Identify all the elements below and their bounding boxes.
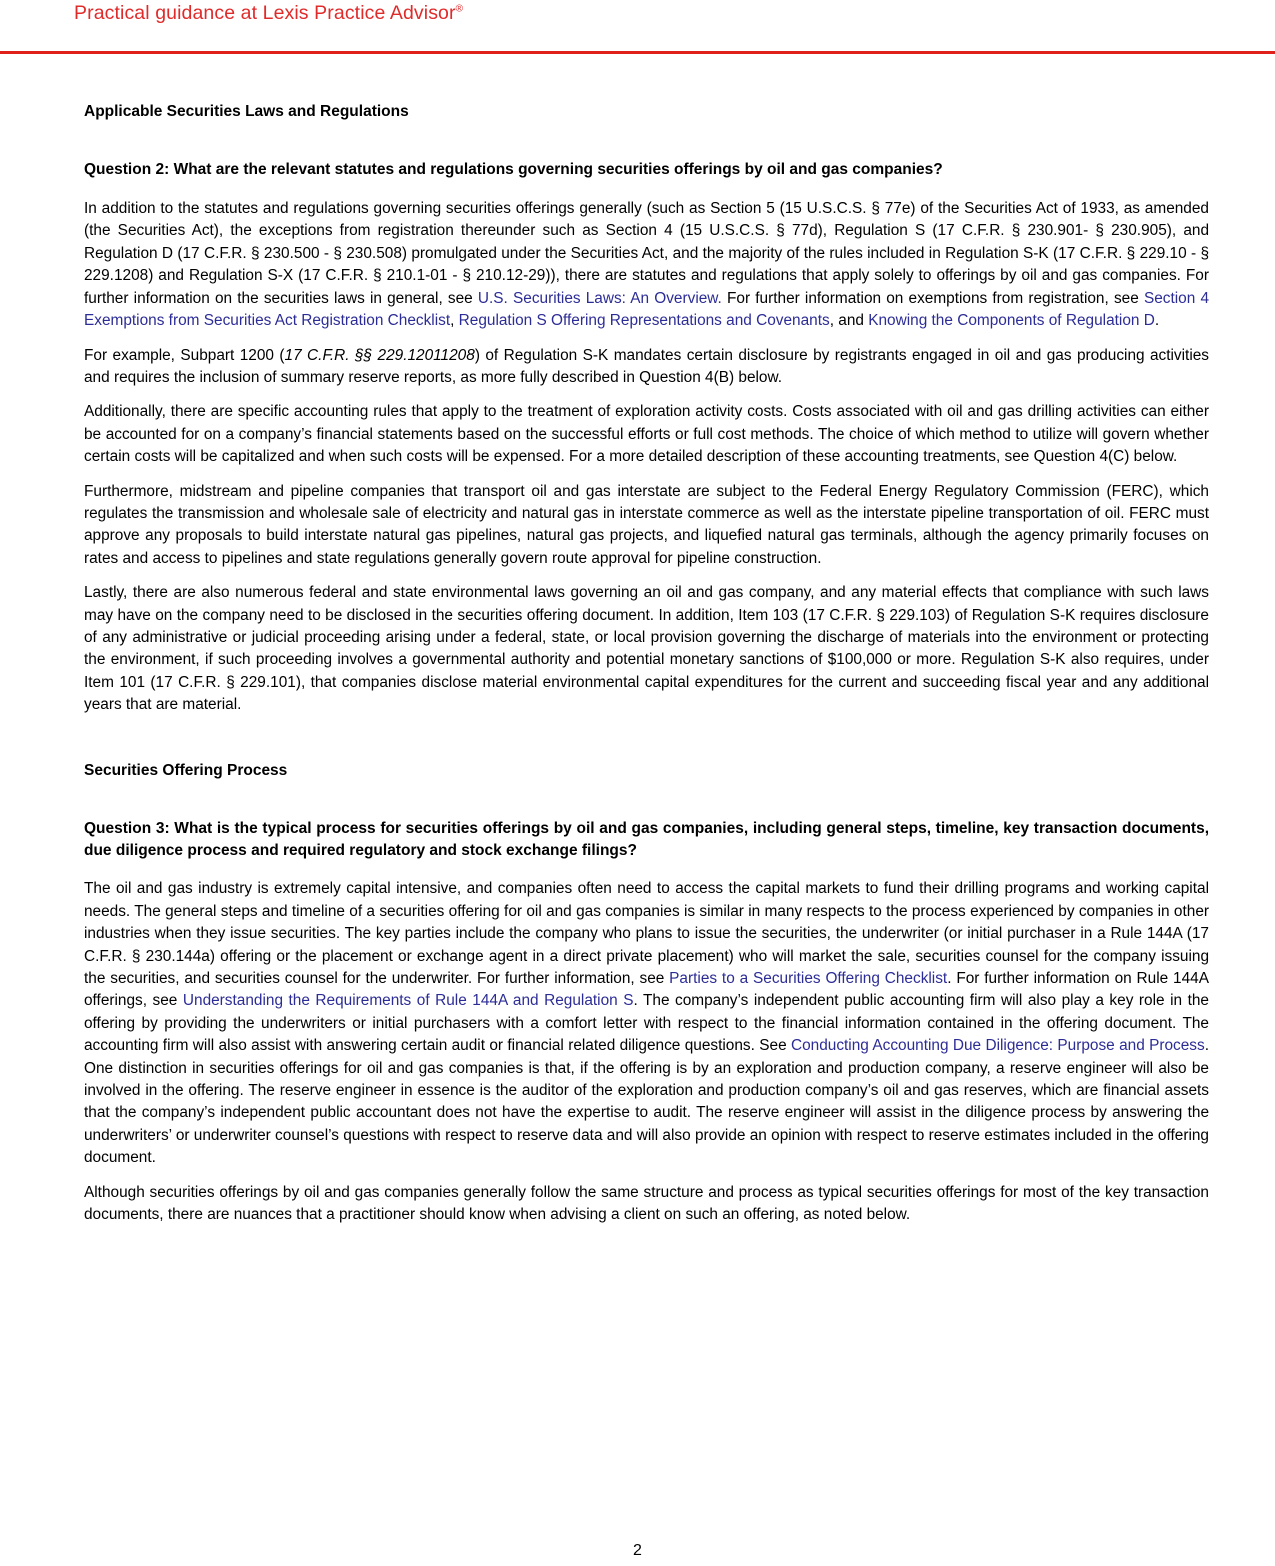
paragraph-offering-process-parties: [84, 878, 1209, 1169]
spacer: [84, 861, 1209, 878]
spacer: [84, 389, 1209, 401]
question-3-heading: Question 3: What is the typical process for securities offerings by oil and gas companies, including general steps, timeline, key transaction documents, due diligence process and required regulatory and stock exchange filings?: [84, 819, 1209, 859]
link-us-securities-laws-overview[interactable]: U.S. Securities Laws: An Overview.: [477, 289, 722, 307]
paragraph-text-segment: For further information on exemptions from registration, see: [721, 289, 1144, 307]
paragraph-text-segment: . One distinction in securities offerings for oil and gas companies is that, if the offering is by an exploration and production company, a reserve engineer will also be involved in the offering. The reserve engineer in essence is the auditor of the exploration and production company’s oil and gas reserves, which are financial assets that the company’s independent public accountant does not have the expertise to audit. The reserve engineer will assist in the diligence process by answering the underwriters’ or underwriter counsel’s questions with respect to reserve data and will also provide an opinion with respect to reserve estimates included in the offering document.: [84, 1037, 1209, 1167]
section-heading-applicable-securities-laws: Applicable Securities Laws and Regulations: [84, 103, 409, 120]
header-title: [74, 2, 463, 25]
paragraph-text-segment: ,: [450, 312, 459, 330]
paragraph-text-segment: The oil and gas industry is extremely capital intensive, and companies often need to access the capital markets to fund their drilling programs and working capital needs. The general steps and timeline of a securities offering for oil and gas companies is similar in many respects to the process experienced by companies in other industries when they issue securities. The key parties include the company who plans to issue the securities, the underwriter (or initial purchaser in a Rule 144A (17 C.F.R. § 230.144a) offering or the placement or exchange agent in a direct private placement) who will market the sale, securities counsel for the company issuing the securities, and securities counsel for the underwriter. For further information, see: [84, 880, 1209, 987]
link-regulation-s-offering-representations[interactable]: Regulation S Offering Representations and Covenants: [458, 312, 830, 330]
spacer: [84, 570, 1209, 582]
link-parties-securities-offering-checklist[interactable]: Parties to a Securities Offering Checklist: [669, 969, 948, 987]
paragraph-statutes-overview: [84, 198, 1209, 332]
paragraph-text-segment: ) of Regulation S-K mandates certain disclosure by registrants engaged in oil and gas producing activities and requires the inclusion of summary reserve reports, as more fully described in Question 4(B) below.: [84, 346, 1210, 386]
paragraph-text-segment: , and: [829, 312, 869, 330]
section-heading-securities-offering-process: Securities Offering Process: [84, 761, 288, 779]
paragraph-subpart-1200: [84, 345, 1209, 390]
header-title-text: Practical guidance at Lexis Practice Advisor: [74, 2, 456, 24]
question-2-heading: Question 2: What are the relevant statutes and regulations governing securities offerings by oil and gas companies?: [84, 161, 943, 179]
document-content: [0, 56, 1275, 1226]
spacer: [84, 1170, 1209, 1182]
spacer: [84, 333, 1209, 345]
header-divider-rule: [0, 51, 1275, 54]
spacer: [84, 121, 1209, 159]
paragraph-text-segment: . The company’s independent public accounting firm will also play a key role in the offering by providing the underwriters or initial purchasers with a comfort letter with respect to the financial information contained in the offering document. The accounting firm will also assist with answering certain audit or financial related diligence questions. See: [84, 992, 1209, 1055]
paragraph-text-segment: In addition to the statutes and regulations governing securities offerings generally (such as Section 5 (15 U.S.C.S. § 77e) of the Securities Act of 1933, as amended (the Securities Act), the exceptions from registration thereunder such as Section 4 (15 U.S.C.S. § 77d), Regulation S (17 C.F.R. § 230.901- § 230.905), and Regulation D (17 C.F.R. § 230.500 - § 230.508) promulgated under the Securities Act, and the majority of the rules included in Regulation S-K (17 C.F.R. § 229.10 - § 229.1208) and Regulation S-X (17 C.F.R. § 210.1-01 - § 210.12-29)), there are statutes and regulations that apply solely to offerings by oil and gas companies. For further information on the securities laws in general, see: [84, 200, 1209, 307]
citation-cfr-229-1201-1208: 17 C.F.R. §§ 229.12011208: [284, 346, 475, 364]
link-knowing-components-regulation-d[interactable]: Knowing the Components of Regulation D: [868, 312, 1155, 330]
paragraph-ferc-midstream: Furthermore, midstream and pipeline companies that transport oil and gas interstate are subject to the Federal Energy Regulatory Commission (FERC), which regulates the transmission and wholesale sale of electricity and natural gas in interstate commerce as well as the interstate pipeline transportation of oil. FERC must approve any proposals to build interstate natural gas pipelines, natural gas projects, and liquefied natural gas terminals, although the agency primarily focuses on rates and access to pipelines and state regulations generally govern route approval for pipeline construction.: [84, 482, 1209, 567]
link-rule-144a-regulation-s[interactable]: Understanding the Requirements of Rule 144A and Regulation S: [182, 992, 634, 1010]
spacer: [84, 181, 1209, 198]
spacer: [84, 780, 1209, 818]
link-section-4-exemptions-checklist[interactable]: Section 4 Exemptions from Securities Act Registration Checklist: [84, 289, 1210, 330]
page-header: [0, 0, 1275, 56]
link-conducting-accounting-due-diligence[interactable]: Conducting Accounting Due Diligence: Purpose and Process: [790, 1037, 1205, 1055]
paragraph-text-segment: .: [1154, 312, 1160, 330]
paragraph-accounting-rules: Additionally, there are specific accounting rules that apply to the treatment of exploration activity costs. Costs associated with oil and gas drilling activities can either be accounted for on a company’s financial statements based on the successful efforts or full cost methods. The choice of which method to utilize will govern whether certain costs will be capitalized and when such costs will be expensed. For a more detailed description of these accounting treatments, see Question 4(C) below.: [84, 403, 1209, 466]
paragraph-environmental-laws: Lastly, there are also numerous federal and state environmental laws governing an oil and gas company, and any material effects that compliance with such laws may have on the company need to be disclosed in the securities offering document. In addition, Item 103 (17 C.F.R. § 229.103) of Regulation S-K requires disclosure of any administrative or judicial proceeding arising under a federal, state, or local provision governing the discharge of materials into the environment or protecting the environment, if such proceeding involves a governmental authority and potential monetary sanctions of $100,000 or more. Regulation S-K also requires, under Item 101 (17 C.F.R. § 229.101), that companies disclose material environmental capital expenditures for the current and succeeding fiscal year and any additional years that are material.: [84, 584, 1209, 714]
spacer: [84, 469, 1209, 481]
registered-trademark-icon: ®: [455, 3, 464, 15]
spacer: [84, 56, 1209, 102]
paragraph-text-segment: . For further information on Rule 144A offerings, see: [84, 969, 1209, 1010]
spacer: [84, 717, 1209, 761]
page-number: 2: [633, 1542, 642, 1559]
paragraph-nuances-noted-below: Although securities offerings by oil and gas companies generally follow the same structure and process as typical securities offerings for most of the key transaction documents, there are nuances that a practitioner should know when advising a client on such an offering, as noted below.: [84, 1183, 1209, 1224]
paragraph-text-segment: For example, Subpart 1200 (: [84, 346, 285, 364]
